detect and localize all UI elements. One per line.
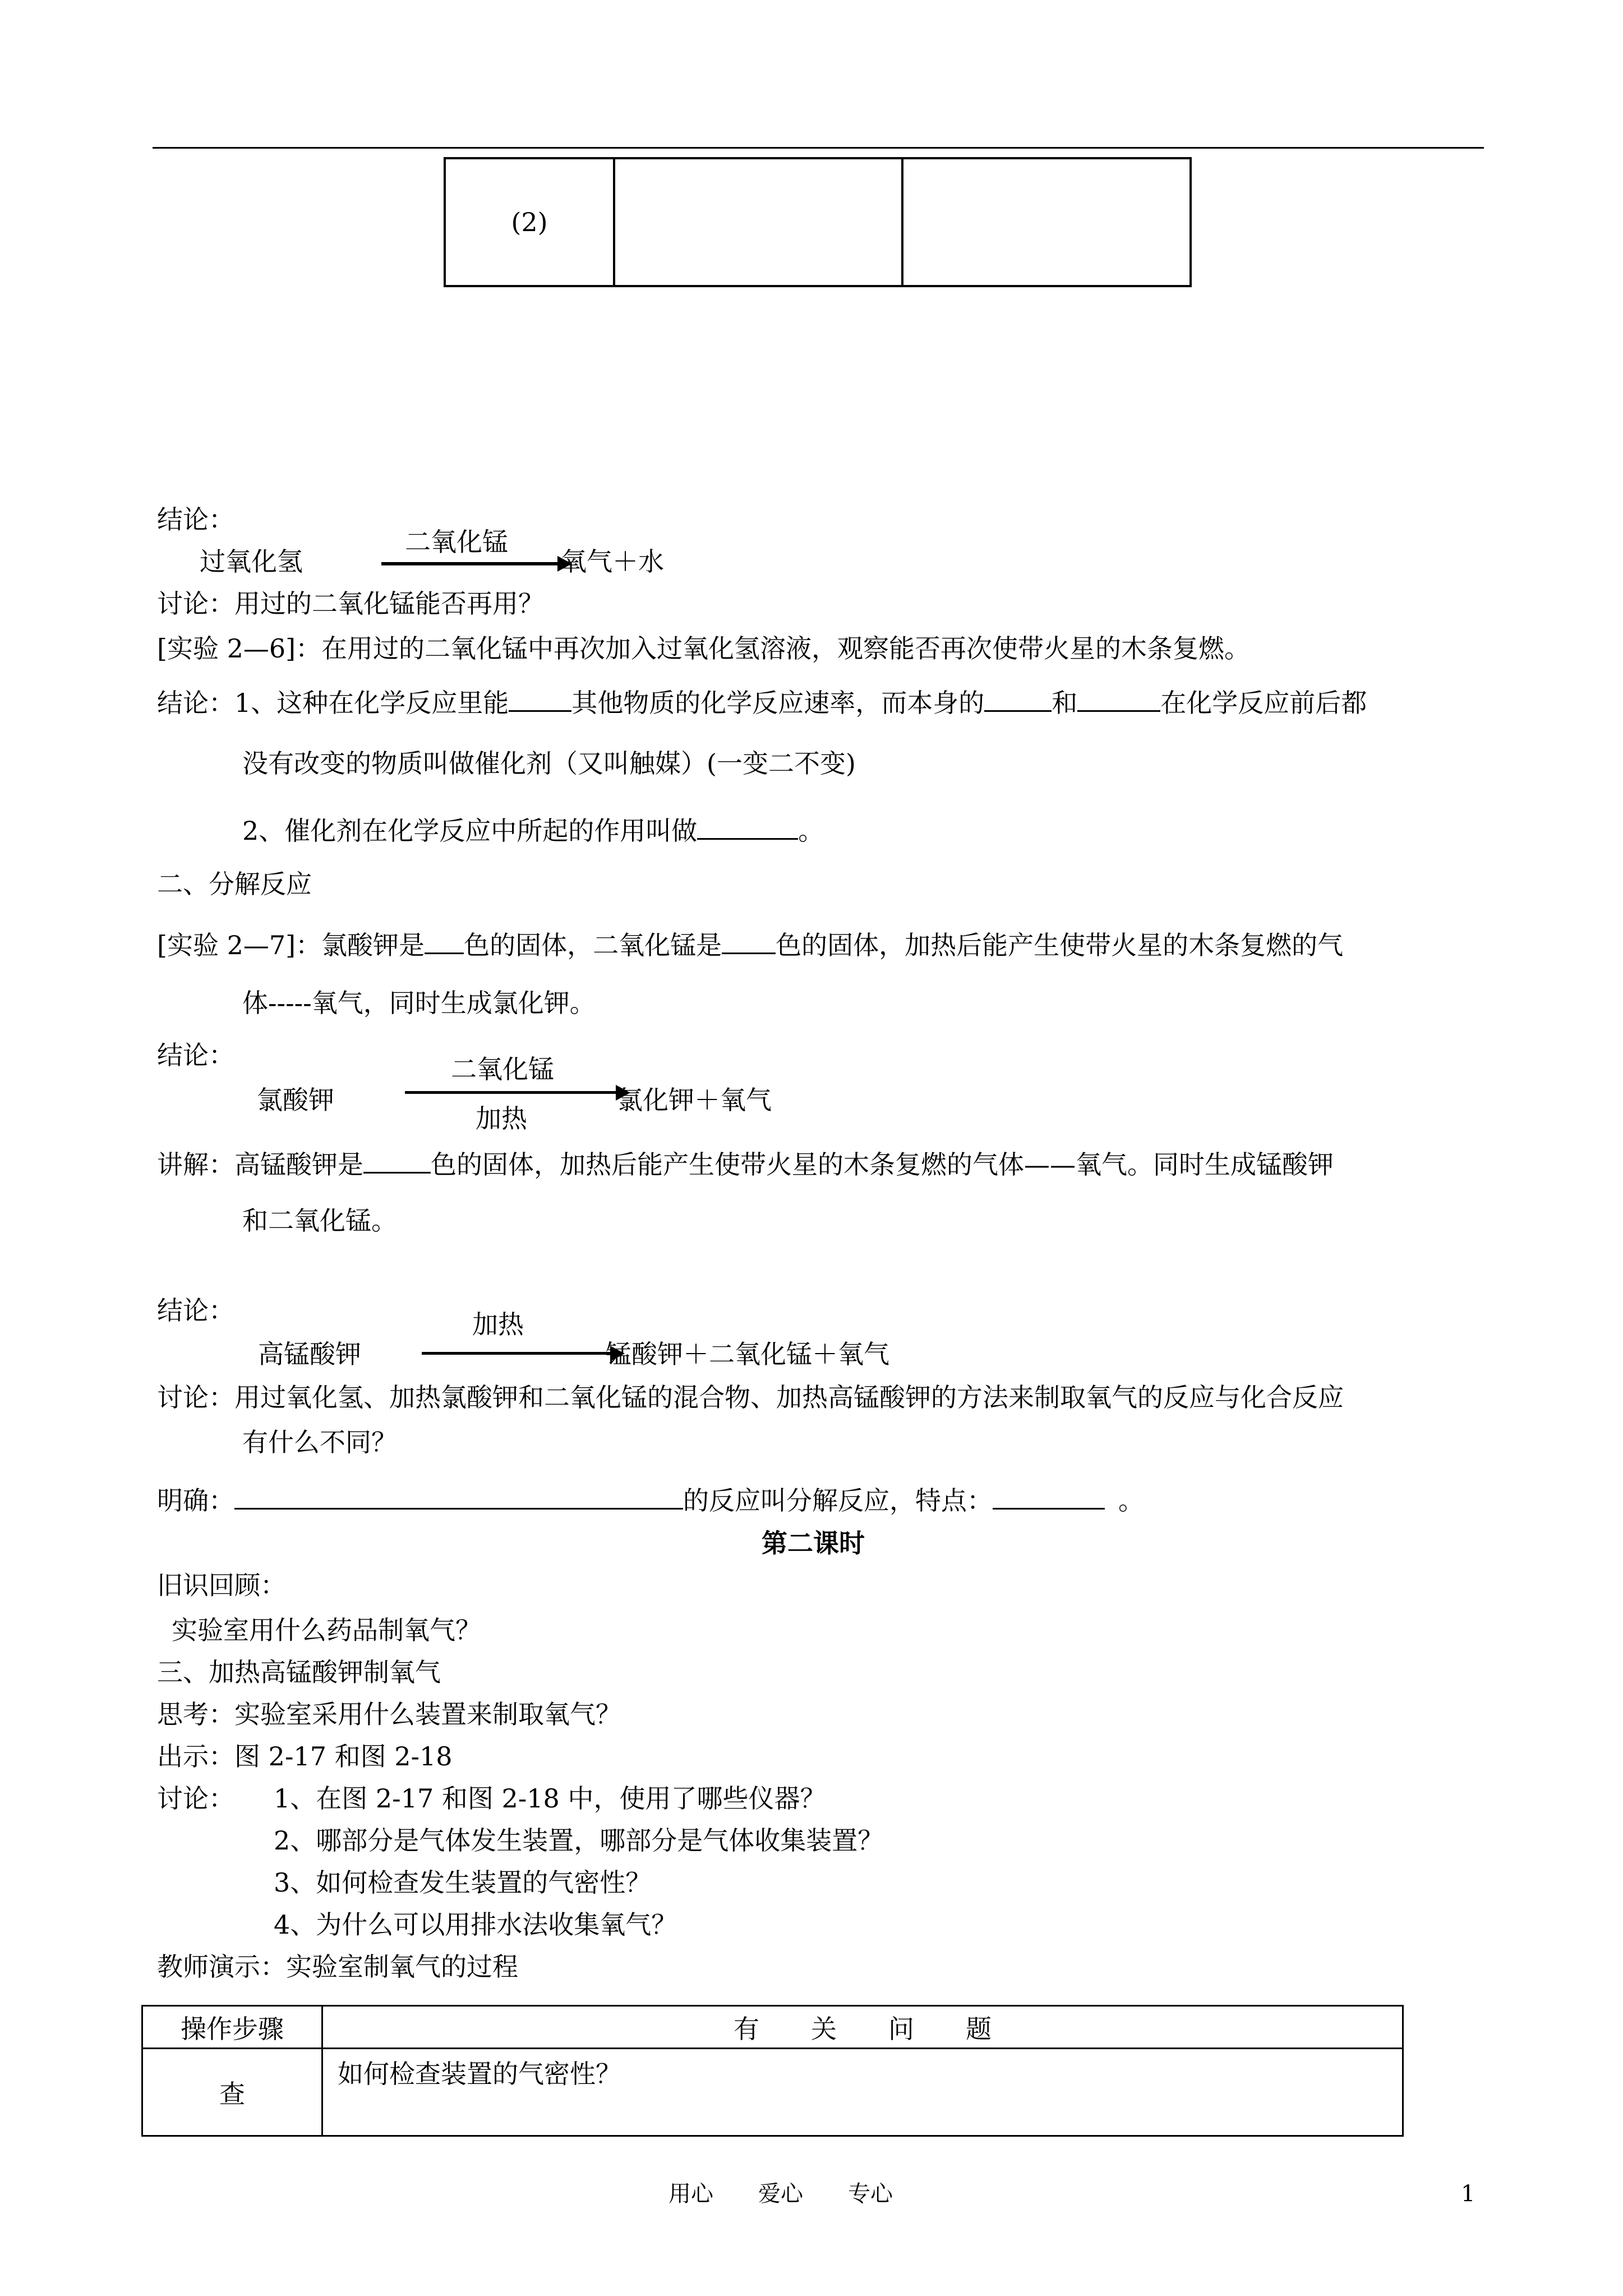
blank-underline (984, 684, 1052, 712)
experiment-2-6: [实验 2—6]：在用过的二氧化锰中再次加入过氧化氢溶液，观察能否再次使带火星的木条复燃。 (157, 633, 1251, 664)
blank-underline (509, 684, 571, 712)
table-cell-empty (902, 158, 1191, 286)
reaction-catalyst: 二氧化锰 (451, 1054, 554, 1084)
review-question: 实验室用什么药品制氧气？ (172, 1615, 481, 1645)
blank-underline (993, 1482, 1105, 1510)
blank-underline (722, 927, 776, 954)
reaction-reactant: 过氧化氢 (200, 546, 303, 577)
blank-underline (1077, 684, 1160, 712)
discussion-line2: 有什么不同？ (242, 1427, 397, 1457)
conclusion-2: 2、催化剂在化学反应中所起的作用叫做 。 (242, 812, 824, 846)
review-label: 旧识回顾： (157, 1570, 286, 1600)
explanation-line1: 讲解：高锰酸钾是 色的固体，加热后能产生使带火星的木条复燃的气体——氧气。同时生成锰酸钾 (157, 1146, 1334, 1180)
discuss-question-2: 2、哪部分是气体发生装置，哪部分是气体收集装置？ (274, 1825, 884, 1856)
reaction-catalyst: 二氧化锰 (405, 527, 508, 557)
blank-underline (425, 927, 464, 954)
reaction-arrow (422, 1352, 612, 1355)
blank-underline (697, 812, 798, 840)
blank-underline (234, 1482, 683, 1510)
experiment-table-fragment (444, 157, 1192, 287)
table-header-row (142, 2006, 1403, 2049)
experiment-2-7-line2: 体-----氧气，同时生成氯化钾。 (242, 988, 596, 1018)
reaction-product: 锰酸钾＋二氧化锰＋氧气 (606, 1339, 889, 1369)
header-rule (153, 147, 1484, 149)
table-header-cell: 有 关 问 题 (322, 2006, 1403, 2049)
section-heading-3: 三、加热高锰酸钾制氧气 (157, 1657, 441, 1687)
reaction-product: 氯化钾＋氧气 (617, 1085, 772, 1115)
reaction-arrow (405, 1091, 618, 1094)
table-cell-label: (2) (445, 158, 614, 286)
reaction-arrow (381, 562, 560, 565)
conclusion-1-line1: 结论：1、这种在化学反应里能 其他物质的化学反应速率，而本身的 和 在化学反应前后都 (157, 684, 1367, 718)
reaction-condition: 加热 (476, 1103, 527, 1134)
discuss-label: 讨论： (157, 1783, 234, 1814)
footer-motto: 用心 爱心 专心 (668, 2181, 893, 2207)
table-cell-empty (614, 158, 902, 286)
definition-line: 明确： 的反应叫分解反应，特点： 。 (157, 1482, 1144, 1516)
discuss-question-1: 1、在图 2-17 和图 2-18 中，使用了哪些仪器？ (274, 1783, 826, 1814)
conclusion-label: 结论： (157, 1295, 234, 1326)
reaction-product: 氧气＋水 (561, 546, 664, 577)
think-text: 思考：实验室采用什么装置来制取氧气？ (157, 1699, 621, 1729)
section-heading-decomposition: 二、分解反应 (157, 869, 312, 899)
table-row (142, 2049, 1403, 2136)
reaction-condition: 加热 (472, 1309, 524, 1340)
table-cell-question: 如何检查装置的气密性？ (322, 2049, 1403, 2136)
discuss-question-3: 3、如何检查发生装置的气密性？ (274, 1867, 652, 1898)
experiment-2-7-line1: [实验 2—7]：氯酸钾是 色的固体，二氧化锰是 色的固体，加热后能产生使带火星的木条复燃的气 (157, 927, 1343, 960)
show-text: 出示：图 2-17 和图 2-18 (157, 1741, 453, 1772)
demo-text: 教师演示：实验室制氧气的过程 (157, 1952, 518, 1982)
table-header-cell: 操作步骤 (142, 2006, 322, 2049)
discuss-question-4: 4、为什么可以用排水法收集氧气？ (274, 1910, 677, 1940)
reaction-reactant: 高锰酸钾 (258, 1339, 361, 1369)
explanation-line2: 和二氧化锰。 (242, 1205, 397, 1236)
conclusion-label: 结论： (157, 1040, 234, 1070)
page-number: 1 (1461, 2181, 1476, 2207)
conclusion-1-line2: 没有改变的物质叫做催化剂（又叫触媒）(一变二不变) (242, 748, 856, 779)
discussion-text: 讨论：用过的二氧化锰能否再用？ (157, 588, 544, 619)
table-cell-step: 查 (142, 2049, 322, 2136)
lesson-title: 第二课时 (762, 1528, 865, 1558)
reaction-reactant: 氯酸钾 (257, 1085, 334, 1115)
steps-table (141, 2005, 1404, 2137)
discussion-line1: 讨论：用过氧化氢、加热氯酸钾和二氧化锰的混合物、加热高锰酸钾的方法来制取氧气的反应与化合反应 (157, 1382, 1344, 1412)
conclusion-label: 结论： (157, 504, 234, 535)
blank-underline (363, 1146, 431, 1174)
